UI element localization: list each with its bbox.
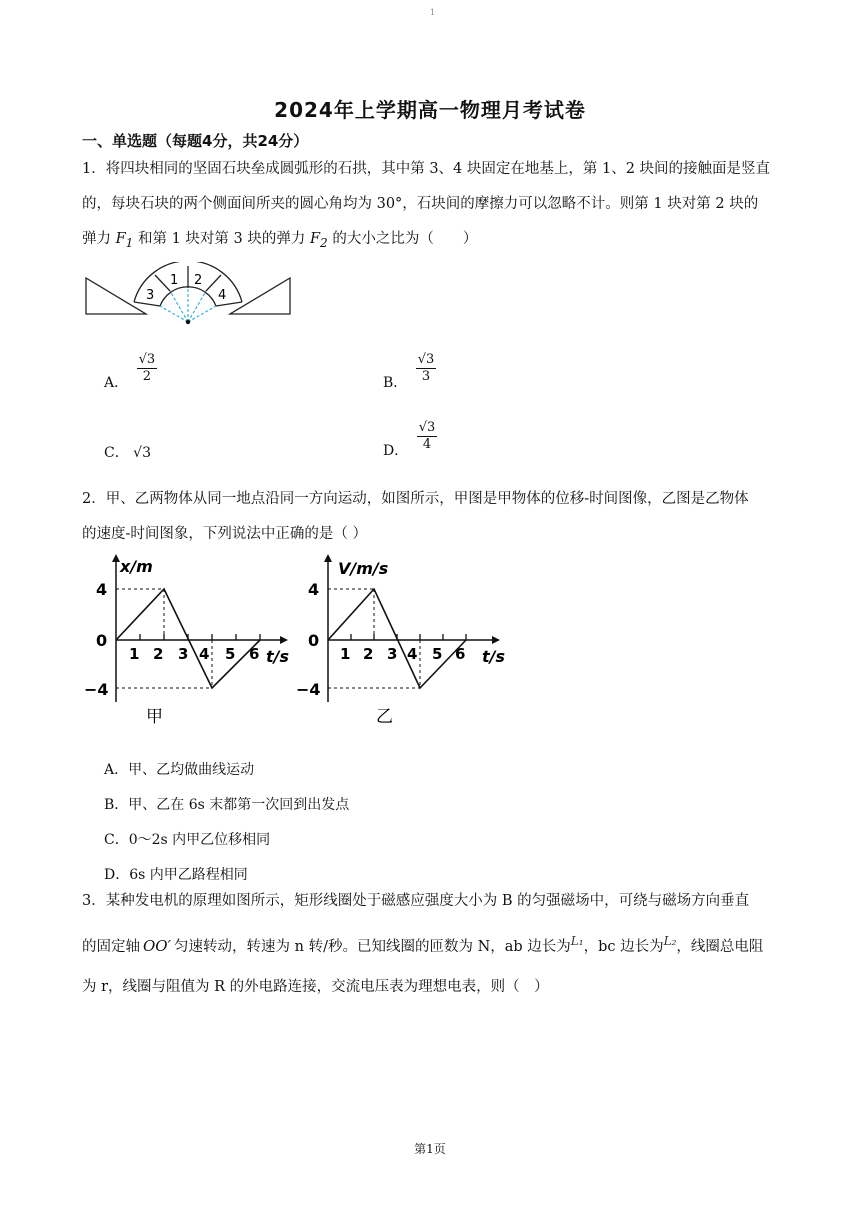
svg-text:3: 3 xyxy=(178,645,189,663)
yi-ytick-neg4: −4 xyxy=(296,680,321,699)
graph-yi xyxy=(292,552,518,732)
jia-y-label: x/m xyxy=(120,557,153,576)
jia-plot-line xyxy=(116,589,260,688)
svg-text:3: 3 xyxy=(387,645,398,663)
right-base-block xyxy=(230,278,290,314)
svg-text:6: 6 xyxy=(455,645,466,663)
q1-option-c[interactable] xyxy=(104,442,151,462)
q3-line3: 为 r，线圈与阻值为 R 的外电路连接，交流电压表为理想电表，则（ ） xyxy=(82,978,549,995)
axis-symbol: OO′ xyxy=(143,936,172,955)
yi-caption: 乙 xyxy=(376,707,393,727)
stone-label-1: 1 xyxy=(170,273,179,288)
q2-options xyxy=(104,753,349,893)
left-base-block xyxy=(86,278,146,314)
option-d-fraction: $\frac{√3}{4}$ xyxy=(418,420,436,452)
option-b-fraction: $\frac{√3}{3}$ xyxy=(417,352,435,384)
yi-plot-line xyxy=(328,589,466,688)
f1-subscript: 1 xyxy=(125,235,134,250)
q2-line1: 2．甲、乙两物体从同一地点沿同一方向运动，如图所示，甲图是甲物体的位移-时间图像，乙图是乙物体 xyxy=(82,491,749,507)
q2-option-a[interactable]: A．甲、乙均做曲线运动 xyxy=(104,762,255,778)
q1-option-d[interactable] xyxy=(383,420,437,459)
stone-arch-figure xyxy=(82,262,294,330)
f2-subscript: 2 xyxy=(320,235,328,250)
q1-line3-part-c: 的大小之比为（ ） xyxy=(327,231,478,247)
yi-y-label: V/m/s xyxy=(338,559,389,578)
svg-text:6: 6 xyxy=(249,645,260,663)
jia-caption: 甲 xyxy=(146,707,163,727)
option-b-label: B． xyxy=(383,374,408,391)
option-d-label: D． xyxy=(383,442,409,459)
q1-line3 xyxy=(82,222,782,261)
question-1 xyxy=(82,152,782,261)
stone-label-2: 2 xyxy=(194,273,203,288)
q1-line3-part-b: 和第 1 块对第 3 块的弹力 xyxy=(133,231,310,247)
yi-ytick-0: 0 xyxy=(308,631,320,650)
q1-line3-part-a: 弹力 xyxy=(82,231,116,247)
page-number: 第1页 xyxy=(414,1142,446,1156)
arch-radii xyxy=(160,288,216,322)
jia-ytick-4: 4 xyxy=(96,580,108,599)
jia-ytick-neg4: −4 xyxy=(84,680,109,699)
yi-x-label: t/s xyxy=(482,647,506,666)
svg-text:4: 4 xyxy=(407,645,418,663)
option-a-fraction: $\frac{√3}{2}$ xyxy=(138,352,156,384)
arch-center-point xyxy=(186,320,190,324)
option-a-label: A． xyxy=(104,374,129,391)
f2-symbol: F xyxy=(309,231,321,247)
option-c-value: √3 xyxy=(133,445,151,461)
q1-option-b[interactable] xyxy=(383,352,436,391)
svg-text:2: 2 xyxy=(153,645,164,663)
q3-line1: 3．某种发电机的原理如图所示，矩形线圈处于磁感应强度大小为 B 的匀强磁场中，可绕与磁场方向垂直 xyxy=(82,893,750,909)
q1-option-a[interactable] xyxy=(104,352,157,391)
svg-text:1: 1 xyxy=(129,645,140,663)
q2-option-b[interactable]: B．甲、乙在 6s 末都第一次回到出发点 xyxy=(104,797,350,813)
q1-line1: 1．将四块相同的坚固石块垒成圆弧形的石拱，其中第 3、4 块固定在地基上，第 1、2 块间的接触面是竖直 xyxy=(82,161,771,177)
f1-symbol: F xyxy=(115,231,126,247)
q2-option-d[interactable]: D．6s 内甲乙路程相同 xyxy=(104,867,248,883)
stone-label-3: 3 xyxy=(146,288,155,303)
q2-line2: 的速度-时间图象，下列说法中正确的是（ ） xyxy=(82,526,368,542)
header-mark: 1 xyxy=(430,8,436,17)
svg-text:5: 5 xyxy=(225,645,236,663)
stone-label-4: 4 xyxy=(218,288,227,303)
question-2 xyxy=(82,482,782,552)
yi-ytick-4: 4 xyxy=(308,580,320,599)
option-c-label: C． xyxy=(104,445,129,461)
page-title: 2024年上学期高一物理月考试卷 xyxy=(274,98,586,122)
jia-ytick-0: 0 xyxy=(96,631,108,650)
section-heading: 一、单选题（每题4分，共24分） xyxy=(82,132,309,150)
q3-line2: 的固定轴 OO′ 匀速转动，转速为 n 转/秒。已知线圈的匝数为 N，ab 边长为$^{L_1}$，bc 边长为$^{L_2}$，线圈总电阻 xyxy=(82,934,764,955)
graph-jia xyxy=(84,552,300,732)
jia-x-label: t/s xyxy=(266,647,290,666)
svg-text:5: 5 xyxy=(432,645,443,663)
svg-text:1: 1 xyxy=(340,645,351,663)
l2-symbol: L₂ xyxy=(663,934,677,948)
svg-text:2: 2 xyxy=(363,645,374,663)
q1-line2: 的，每块石块的两个侧面间所夹的圆心角均为 30°，石块间的摩擦力可以忽略不计。则第 1 块对第 2 块的 xyxy=(82,196,759,212)
question-3 xyxy=(82,881,782,1007)
q2-option-c[interactable]: C．0～2s 内甲乙位移相同 xyxy=(104,832,271,848)
svg-text:4: 4 xyxy=(199,645,210,663)
l1-symbol: L₁ xyxy=(570,934,584,948)
